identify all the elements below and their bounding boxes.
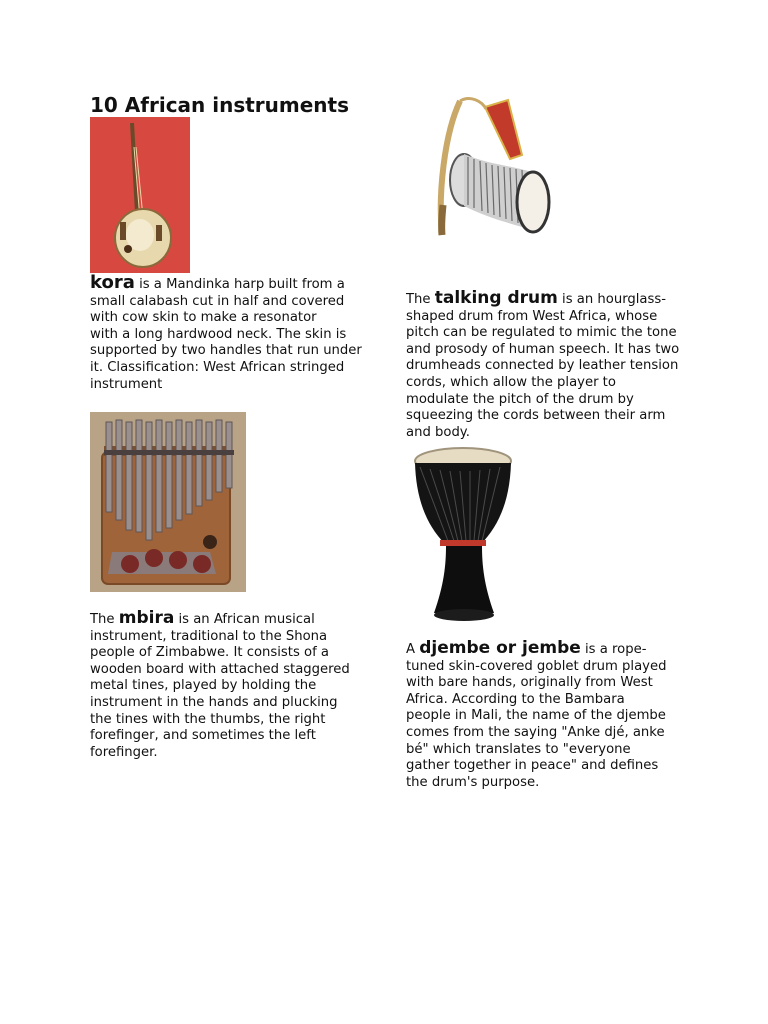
- mbira-text: is an African musical instrument, traditional to the Shona people of Zimbabwe. It consists of a wooden board with attached staggered metal tines, played by holding the instrument in the hands and plucking the tines with the thumbs, the right forefinger, and sometimes the left forefinger.: [90, 612, 350, 760]
- talking-drum-paragraph: [406, 290, 681, 441]
- djembe-paragraph: [406, 640, 671, 791]
- page-title: 10 African instruments: [90, 93, 350, 117]
- djembe-name: djembe or jembe: [419, 638, 581, 658]
- talking-drum-image: [430, 95, 560, 245]
- talking-drum-name: talking drum: [434, 288, 558, 308]
- kora-image: [90, 117, 190, 273]
- djembe-image: [406, 445, 521, 625]
- talking-drum-pre: The: [406, 292, 435, 307]
- kora-paragraph: [90, 272, 370, 393]
- mbira-name: mbira: [118, 608, 175, 628]
- djembe-pre: A: [406, 642, 420, 657]
- mbira-image: [90, 412, 246, 592]
- djembe-text: is a rope-tuned skin-covered goblet drum played with bare hands, originally from West Africa. According to the Bambara people in Mali, the name of the djembe comes from the saying "Anke djé, anke bé" which translates to "everyone gather together in peace" and defines the drum's purpose.: [406, 642, 667, 790]
- kora-text: is a Mandinka harp built from a small calabash cut in half and covered with cow skin to make a resonator: [90, 277, 345, 326]
- mbira-paragraph: [90, 610, 355, 761]
- talking-drum-text: is an hourglass-shaped drum from West Africa, whose pitch can be regulated to mimic the tone and prosody of human speech. It has two drumheads connected by leather tension cords, which allow the player to modulate the pitch of the drum by squeezing the cords between their arm and body.: [406, 292, 680, 440]
- mbira-pre: The: [90, 612, 119, 627]
- kora-text-2: with a long hardwood neck. The skin is supported by two handles that run under it. Classification: West African stringed instrument: [90, 326, 362, 392]
- kora-name: kora: [90, 272, 135, 293]
